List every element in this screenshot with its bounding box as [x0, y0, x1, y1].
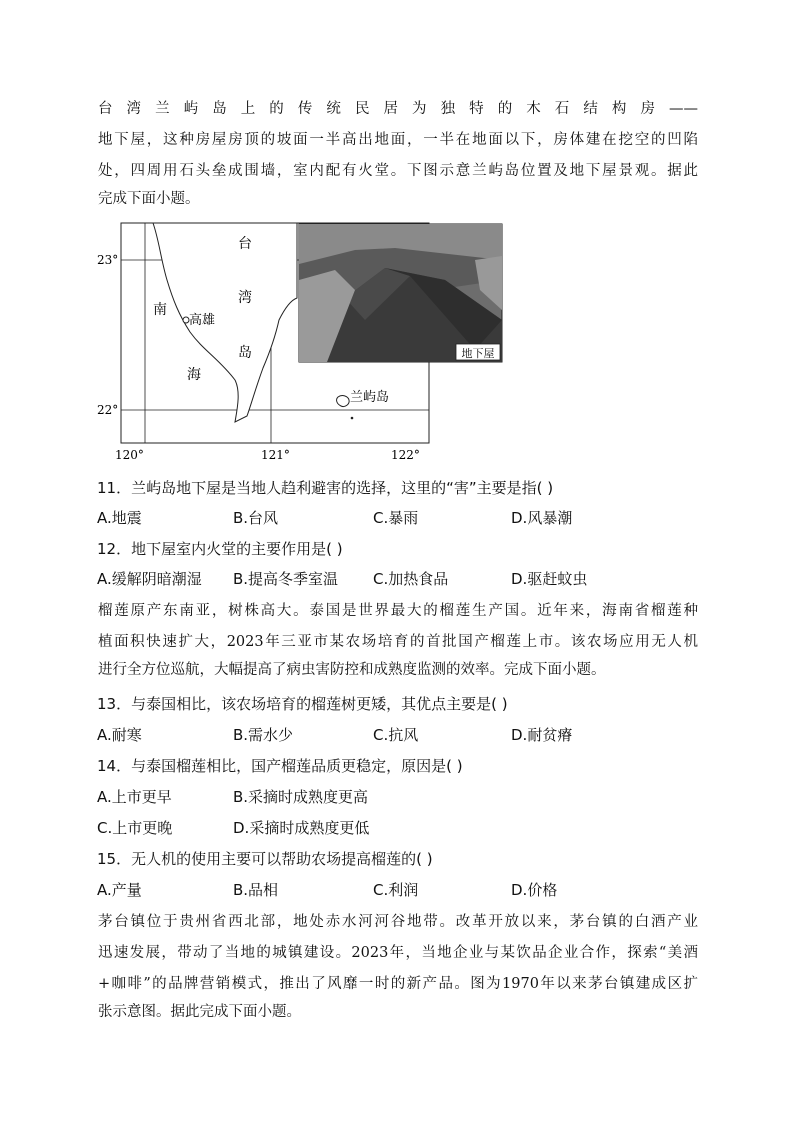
lon-122-label: 122° [391, 448, 420, 462]
q12-option-d[interactable]: D.驱赶蚊虫 [511, 570, 588, 588]
q13-option-a[interactable]: A.耐寒 [97, 726, 142, 744]
taiwan-label-3: 岛 [238, 345, 252, 361]
q15-option-b[interactable]: B.品相 [233, 881, 279, 899]
taiwan-label-2: 湾 [238, 290, 252, 306]
q14-option-b[interactable]: B.采摘时成熟度更高 [233, 788, 369, 806]
q15-option-c[interactable]: C.利润 [373, 881, 419, 899]
intro3-line2: 迅速发展，带动了当地的城镇建设。2023年，当地企业与某饮品企业合作，探索“美酒 [98, 945, 698, 961]
photo-label: 地下屋 [461, 347, 495, 360]
intro1-line3: 处，四周用石头垒成围墙，室内配有火堂。下图示意兰屿岛位置及地下屋景观。据此 [98, 163, 698, 179]
q11-option-b[interactable]: B.台风 [233, 509, 279, 527]
lon-120-label: 120° [115, 448, 144, 462]
intro2-line2: 植面积快速扩大，2023年三亚市某农场培育的首批国产榴莲上市。该农场应用无人机 [98, 634, 698, 650]
intro2-line1: 榴莲原产东南亚，树株高大。泰国是世界最大的榴莲生产国。近年来，海南省榴莲种 [98, 603, 698, 619]
q13-option-c[interactable]: C.抗风 [373, 726, 419, 744]
intro1-line4: 完成下面小题。 [98, 191, 200, 207]
question-11: 11．兰屿岛地下屋是当地人趋利避害的选择，这里的“害”主要是指( ) [97, 479, 554, 497]
intro3-line1: 茅台镇位于贵州省西北部，地处赤水河河谷地带。改革开放以来，茅台镇的白酒产业 [98, 914, 698, 930]
q12-option-a[interactable]: A.缓解阴暗潮湿 [97, 570, 202, 588]
question-12: 12．地下屋室内火堂的主要作用是( ) [97, 540, 343, 558]
lon-121-label: 121° [261, 448, 290, 462]
lat-23-label: 23° [97, 253, 119, 267]
small-islet [351, 417, 354, 420]
sea-label-1: 南 [153, 302, 167, 318]
q11-option-a[interactable]: A.地震 [97, 509, 142, 527]
q11-option-d[interactable]: D.风暴潮 [511, 509, 573, 527]
q14-option-a[interactable]: A.上市更早 [97, 788, 172, 806]
q12-option-c[interactable]: C.加热食品 [373, 570, 449, 588]
sea-label-2: 海 [187, 367, 201, 383]
kaohsiung-label: 高雄 [189, 313, 216, 328]
q15-option-d[interactable]: D.价格 [511, 881, 558, 899]
taiwan-label-1: 台 [238, 236, 252, 252]
q15-option-a[interactable]: A.产量 [97, 881, 142, 899]
intro1-line2: 地下屋，这种房屋房顶的坡面一半高出地面，一半在地面以下，房体建在挖空的凹陷 [98, 132, 698, 148]
lanyu-label: 兰屿岛 [350, 390, 390, 405]
q12-option-b[interactable]: B.提高冬季室温 [233, 570, 339, 588]
q13-option-d[interactable]: D.耐贫瘠 [511, 726, 573, 744]
q14-option-c[interactable]: C.上市更晚 [97, 819, 173, 837]
lat-22-label: 22° [97, 403, 119, 417]
intro1-line1: 台湾兰屿岛上的传统民居为独特的木石结构房—— [98, 101, 698, 117]
intro3-line4: 张示意图。据此完成下面小题。 [98, 1004, 301, 1020]
q11-option-c[interactable]: C.暴雨 [373, 509, 419, 527]
intro3-line3: +咖啡”的品牌营销模式，推出了风靡一时的新产品。图为1970年以来茅台镇建成区扩 [98, 976, 698, 992]
question-13: 13．与泰国相比，该农场培育的榴莲树更矮，其优点主要是( ) [97, 695, 508, 713]
q14-option-d[interactable]: D.采摘时成熟度更低 [233, 819, 370, 837]
lanyu-map-figure [95, 220, 495, 465]
intro2-line3: 进行全方位巡航，大幅提高了病虫害防控和成熟度监测的效率。完成下面小题。 [98, 662, 606, 678]
lanyu-island-shape [337, 396, 350, 407]
question-15: 15．无人机的使用主要可以帮助农场提高榴莲的( ) [97, 850, 433, 868]
question-14: 14．与泰国榴莲相比，国产榴莲品质更稳定，原因是( ) [97, 757, 463, 775]
underground-house-photo [299, 224, 502, 362]
q13-option-b[interactable]: B.需水少 [233, 726, 294, 744]
